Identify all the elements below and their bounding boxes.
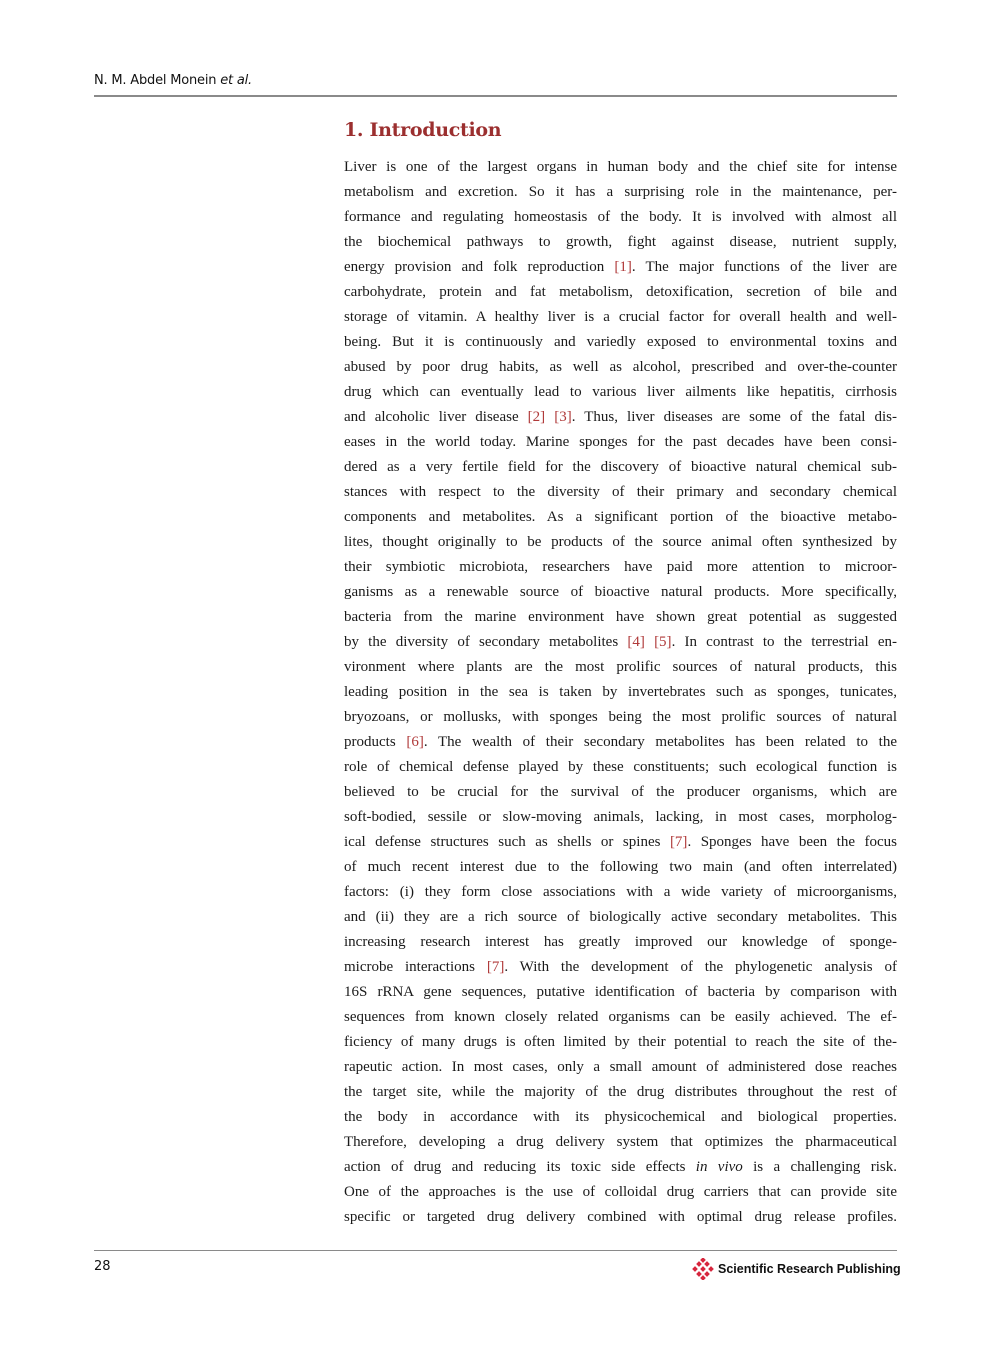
text-span: the biochemical pathways to growth, fight against disease, nutrient supply, <box>344 234 897 250</box>
text-line <box>344 905 897 930</box>
text-span: ganisms as a renewable source of bioactive natural products. More specifically, <box>344 584 897 600</box>
text-span: microbe interactions <box>344 959 487 975</box>
text-line <box>344 855 897 880</box>
text-line <box>344 955 897 980</box>
text-span: products <box>344 734 407 750</box>
text-line <box>344 655 897 680</box>
text-line <box>344 1155 897 1180</box>
text-line <box>344 1080 897 1105</box>
text-line <box>344 1130 897 1155</box>
text-span: . The major functions of the liver are <box>631 259 898 275</box>
running-head-etal: et al. <box>220 73 252 88</box>
text-line <box>344 555 897 580</box>
text-span: components and metabolites. As a significant portion of the bioactive metabo- <box>344 509 897 525</box>
text-line <box>344 455 897 480</box>
text-line <box>344 280 897 305</box>
text-line <box>344 830 897 855</box>
text-line <box>344 980 897 1005</box>
text-line <box>344 880 897 905</box>
text-line <box>344 805 897 830</box>
text-span: formance and regulating homeostasis of the body. It is involved with almost all <box>344 209 897 225</box>
text-span: increasing research interest has greatly improved our knowledge of sponge- <box>344 934 897 950</box>
text-span: energy provision and folk reproduction <box>344 259 615 275</box>
text-line <box>344 530 897 555</box>
header-rule <box>94 95 897 97</box>
text-line <box>344 230 897 255</box>
text-span: the body in accordance with its physicochemical and biological properties. <box>344 1109 897 1125</box>
text-line <box>344 580 897 605</box>
text-span: is a challenging risk. <box>742 1159 897 1175</box>
text-line <box>344 1005 897 1030</box>
citation-link[interactable]: [1] <box>614 259 632 275</box>
text-span: carbohydrate, protein and fat metabolism, detoxification, secretion of bile and <box>344 284 897 300</box>
text-span: their symbiotic microbiota, researchers have paid more attention to microor- <box>344 559 897 575</box>
text-line <box>344 1055 897 1080</box>
text-span: stances with respect to the diversity of their primary and secondary chemical <box>344 484 897 500</box>
citation-link[interactable]: [3] <box>554 409 572 425</box>
text-span: . In contrast to the terrestrial en- <box>671 634 897 650</box>
citation-link[interactable]: [4] <box>627 634 645 650</box>
text-span: . Sponges have been the focus <box>687 834 897 850</box>
publisher-logo-icon <box>692 1258 714 1280</box>
text-span: sequences from known closely related organisms can be easily achieved. The ef- <box>344 1009 897 1025</box>
text-line <box>344 430 897 455</box>
text-span: Liver is one of the largest organs in human body and the chief site for intense <box>344 159 897 175</box>
text-line <box>344 730 897 755</box>
text-span: believed to be crucial for the survival of the producer organisms, which are <box>344 784 897 800</box>
publisher-logo <box>692 1258 901 1280</box>
section-title: 1. Introduction <box>344 119 502 141</box>
text-line <box>344 480 897 505</box>
citation-link[interactable]: [7] <box>486 959 505 975</box>
text-line <box>344 505 897 530</box>
text-span: lites, thought originally to be products of the source animal often synthesized by <box>344 534 897 550</box>
text-span: soft-bodied, sessile or slow-moving animals, lacking, in most cases, morpholog- <box>344 809 897 825</box>
text-span: 16S rRNA gene sequences, putative identification of bacteria by comparison with <box>344 984 897 1000</box>
citation-link[interactable]: [5] <box>654 634 672 650</box>
text-span: being. But it is continuously and variedly exposed to environmental toxins and <box>344 334 897 350</box>
citation-link[interactable]: [7] <box>669 834 688 850</box>
text-span: and (ii) they are a rich source of biologically active secondary metabolites. This <box>344 909 897 925</box>
text-span: ical defense structures such as shells or spines <box>344 834 670 850</box>
text-span: factors: (i) they form close associations with a wide variety of microorganisms, <box>344 884 897 900</box>
text-span: . The wealth of their secondary metabolites has been related to the <box>423 734 897 750</box>
text-span: metabolism and excretion. So it has a surprising role in the maintenance, per- <box>344 184 897 200</box>
text-line <box>344 330 897 355</box>
text-line <box>344 205 897 230</box>
text-line <box>344 1030 897 1055</box>
text-span: rapeutic action. In most cases, only a small amount of administered dose reaches <box>344 1059 897 1075</box>
text-line <box>344 355 897 380</box>
text-line <box>344 305 897 330</box>
text-span: leading position in the sea is taken by invertebrates such as sponges, tunicates, <box>344 684 897 700</box>
text-line <box>344 780 897 805</box>
body-text <box>344 155 897 1230</box>
text-span: drug which can eventually lead to various liver ailments like hepatitis, cirrhosis <box>344 384 897 400</box>
text-span: One of the approaches is the use of colloidal drug carriers that can provide site <box>344 1184 897 1200</box>
text-span: and alcoholic liver disease <box>344 409 528 425</box>
text-line <box>344 930 897 955</box>
text-line <box>344 605 897 630</box>
text-line <box>344 680 897 705</box>
citation-link[interactable]: [6] <box>406 734 424 750</box>
text-line <box>344 180 897 205</box>
text-span: vironment where plants are the most prolific sources of natural products, this <box>344 659 897 675</box>
text-span: specific or targeted drug delivery combined with optimal drug release profiles. <box>344 1209 897 1225</box>
text-span: action of drug and reducing its toxic side effects <box>344 1159 696 1175</box>
footer-rule <box>94 1250 897 1251</box>
text-span: Therefore, developing a drug delivery system that optimizes the pharmaceutical <box>344 1134 897 1150</box>
text-span <box>645 634 654 650</box>
text-line <box>344 1180 897 1205</box>
text-span: ficiency of many drugs is often limited by their potential to reach the site of the- <box>344 1034 897 1050</box>
text-span: abused by poor drug habits, as well as alcohol, prescribed and over-the-counter <box>344 359 897 375</box>
publisher-name: Scientific Research Publishing <box>718 1262 901 1276</box>
citation-link[interactable]: [2] <box>527 409 546 425</box>
text-span: bacteria from the marine environment have shown great potential as suggested <box>344 609 897 625</box>
text-span: role of chemical defense played by these constituents; such ecological function is <box>344 759 897 775</box>
text-line <box>344 255 897 280</box>
running-head-authors: N. M. Abdel Monein <box>94 73 221 88</box>
text-span: dered as a very fertile field for the discovery of bioactive natural chemical sub- <box>344 459 897 475</box>
text-line <box>344 705 897 730</box>
text-span: of much recent interest due to the following two main (and often interrelated) <box>344 859 897 875</box>
text-span: . With the development of the phylogenetic analysis of <box>504 959 897 975</box>
text-line <box>344 405 897 430</box>
text-line <box>344 1205 897 1230</box>
text-line <box>344 755 897 780</box>
text-line <box>344 630 897 655</box>
text-line <box>344 1105 897 1130</box>
page-number: 28 <box>94 1259 111 1274</box>
text-line <box>344 380 897 405</box>
text-span: the target site, while the majority of the drug distributes throughout the rest of <box>344 1084 897 1100</box>
italic-text: in vivo <box>695 1159 743 1175</box>
text-span: storage of vitamin. A healthy liver is a crucial factor for overall health and well- <box>344 309 897 325</box>
running-head <box>94 73 252 88</box>
text-span: by the diversity of secondary metabolites <box>344 634 628 650</box>
text-span: bryozoans, or mollusks, with sponges being the most prolific sources of natural <box>344 709 897 725</box>
text-span: eases in the world today. Marine sponges for the past decades have been consi- <box>344 434 897 450</box>
text-span <box>545 409 554 425</box>
text-span: . Thus, liver diseases are some of the fatal dis- <box>571 409 898 425</box>
text-line <box>344 155 897 180</box>
